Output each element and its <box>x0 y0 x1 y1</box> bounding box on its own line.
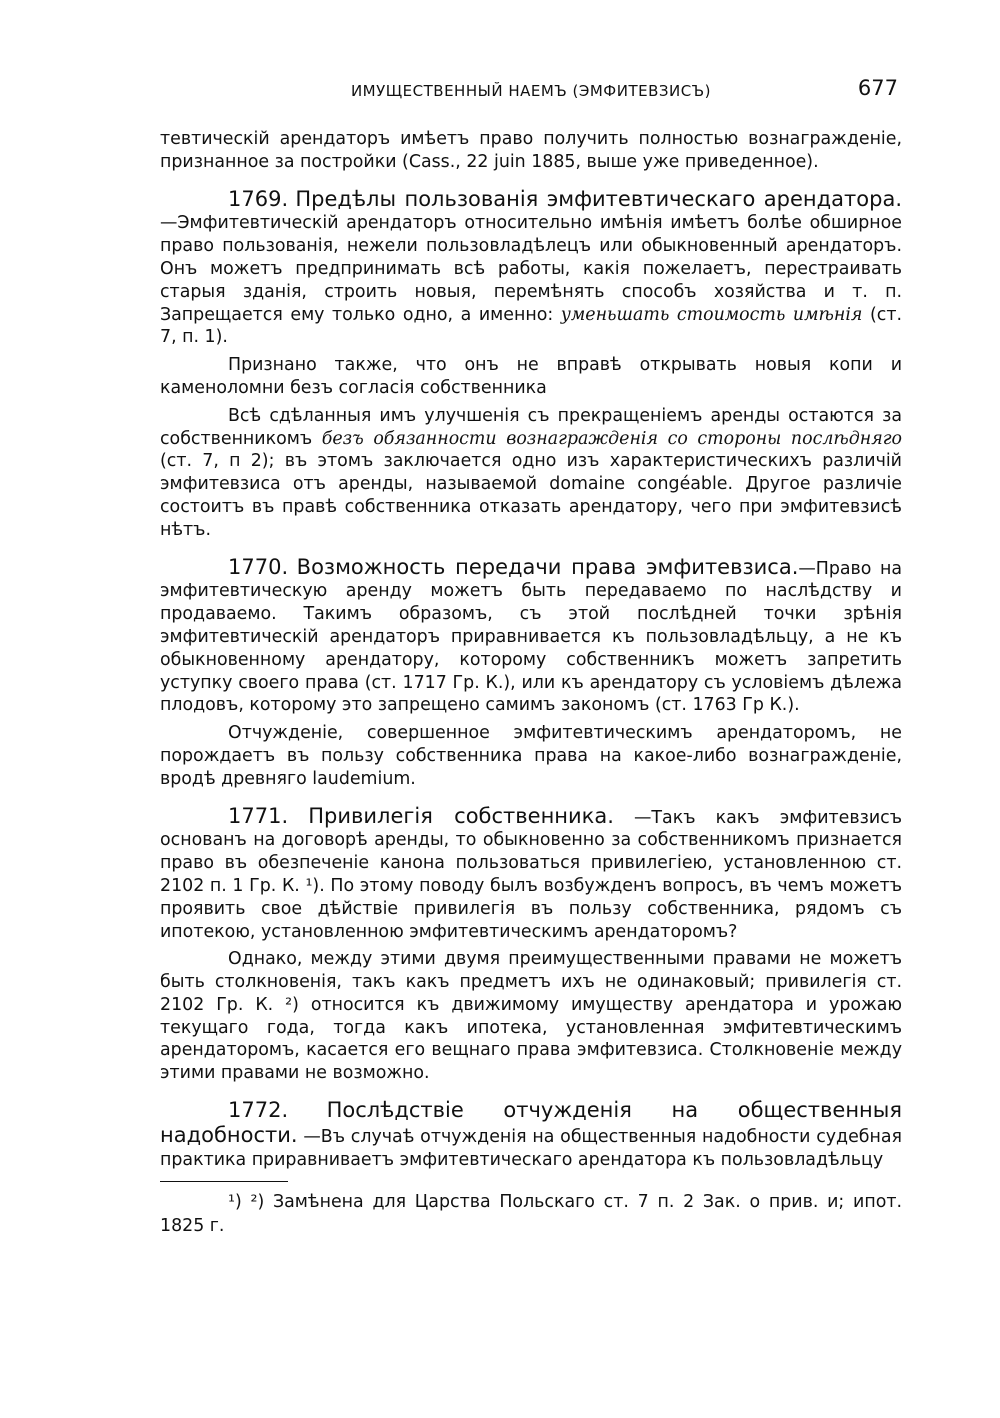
paragraph-priznano: Признано также, что онъ не вправѣ открывать новыя копи и каменоломни безъ согласія собственника <box>160 355 902 398</box>
page-header <box>160 74 902 104</box>
section-1769-text: —Эмфитевтическій арендаторъ относительно имѣнія имѣетъ болѣе обширное право пользованія, нежели пользовладѣлецъ или обыкновенный арендаторъ. Онъ можетъ предпринимать всѣ работы, какія пожелаетъ, перестраивать старыя зданія, строить новыя, перемѣнять способъ хозяйства и т. п. Запрещается ему только одно, а именно: <box>160 213 902 325</box>
section-1771-title: Привилегія собственника. <box>308 803 614 828</box>
paragraph-alienation: Отчужденіе, совершенное эмфитевтическимъ арендаторомъ, не порождаетъ въ пользу собственника права на какое-либо вознагражденіе, вродѣ древняго laudemium. <box>160 723 902 789</box>
section-1770-text: —Право на эмфитевтическую аренду можетъ быть передаваемо по наслѣдству и продаваемо. Такимъ образомъ, съ этой послѣдней точки зрѣнія эмфитевтическій арендаторъ приравнивается къ пользовладѣльцу, а не къ обыкновенному арендатору, которому собственникъ можетъ запретить уступку своего права (ст. 1717 Гр. К.), или къ арендатору съ условіемъ дѣлежа плодовъ, которому это запрещено самимъ закономъ (ст. 1763 Гр К.). <box>160 558 903 716</box>
section-1772-number: 1772. <box>228 1098 289 1123</box>
document-page <box>160 74 902 1238</box>
section-1772-text: —Въ случаѣ отчужденія на общественныя надобности судебная практика приравниваетъ эмфитевтическаго арендатора къ пользовладѣльцу <box>160 1126 902 1170</box>
section-1772 <box>160 1099 902 1171</box>
section-1771 <box>160 805 902 944</box>
paragraph-continued: тевтическій арендаторъ имѣетъ право получить полностью вознагражденіе, признанное за постройки (Cass., 22 juin 1885, выше уже приведенное). <box>160 129 902 172</box>
section-1769-emphasis: уменьшать стоимость имѣнія <box>560 304 863 325</box>
paragraph-odnako: Однако, между этими двумя преимущественными правами не можетъ быть столкновенія, такъ какъ предметъ ихъ не одинаковый; привилегія ст. 2102 Гр. К. ²) относится къ движимому имуществу арендатора и урожаю текущаго года, тогда какъ ипотека, установленная эмфитевтическимъ арендаторомъ, касается его вещнаго права эмфитевзиса. Столкновеніе между этими правами не возможно. <box>160 949 902 1084</box>
section-1770 <box>160 556 902 718</box>
page-number: 677 <box>857 76 898 100</box>
section-1771-text: —Такъ какъ эмфитевзисъ основанъ на договорѣ аренды, то обыкновенно за собственникомъ признается право въ обезпеченіе канона пользоваться привилегіею, установленною ст. 2102 п. 1 Гр. К. ¹). По этому поводу былъ возбужденъ вопросъ, въ чемъ можетъ проявить свое дѣйствіе привилегія въ пользу собственника, рядомъ съ ипотекою, установленною эмфитевтическимъ арендаторомъ? <box>160 807 903 942</box>
document-body <box>160 128 902 1238</box>
section-1770-title: Возможность передачи права эмфитевзиса. <box>296 554 799 579</box>
section-1772-title: Послѣдствіе отчужденія на общественныя надобности. <box>160 1098 902 1147</box>
paragraph-improvements-text-end: (ст. 7, п 2); въ этомъ заключается одно изъ характеристическихъ различій эмфитевзиса отъ аренды, называемой domaine congéable. Другое различіе состоитъ въ правѣ собственника отказать арендатору, чего при эмфитевзисѣ нѣтъ. <box>160 451 902 540</box>
running-title: ИМУЩЕСТВЕННЫЙ НАЕМЪ (ЭМФИТЕВЗИСЪ) <box>350 82 712 100</box>
section-1769-number: 1769. <box>228 186 289 211</box>
paragraph-improvements-emphasis: безъ обязанности вознагражденія со стороны послѣдняго <box>321 428 902 449</box>
section-1771-number: 1771. <box>228 803 289 828</box>
section-1769-title: Предѣлы пользованія эмфитевтическаго арендатора. <box>295 186 902 211</box>
footnote: ¹) ²) Замѣнена для Царства Польскаго ст. 7 п. 2 Зак. о прив. и; ипот. 1825 г. <box>160 1192 902 1237</box>
footnote-divider <box>160 1181 288 1182</box>
section-1769 <box>160 188 902 350</box>
section-1770-number: 1770. <box>228 554 289 579</box>
paragraph-improvements <box>160 405 902 542</box>
paragraph-improvements-text: Всѣ сдѣланныя имъ улучшенія съ прекращеніемъ аренды остаются за собственникомъ <box>160 405 902 449</box>
section-1769-text-end: (ст. 7, п. 1). <box>160 304 902 348</box>
